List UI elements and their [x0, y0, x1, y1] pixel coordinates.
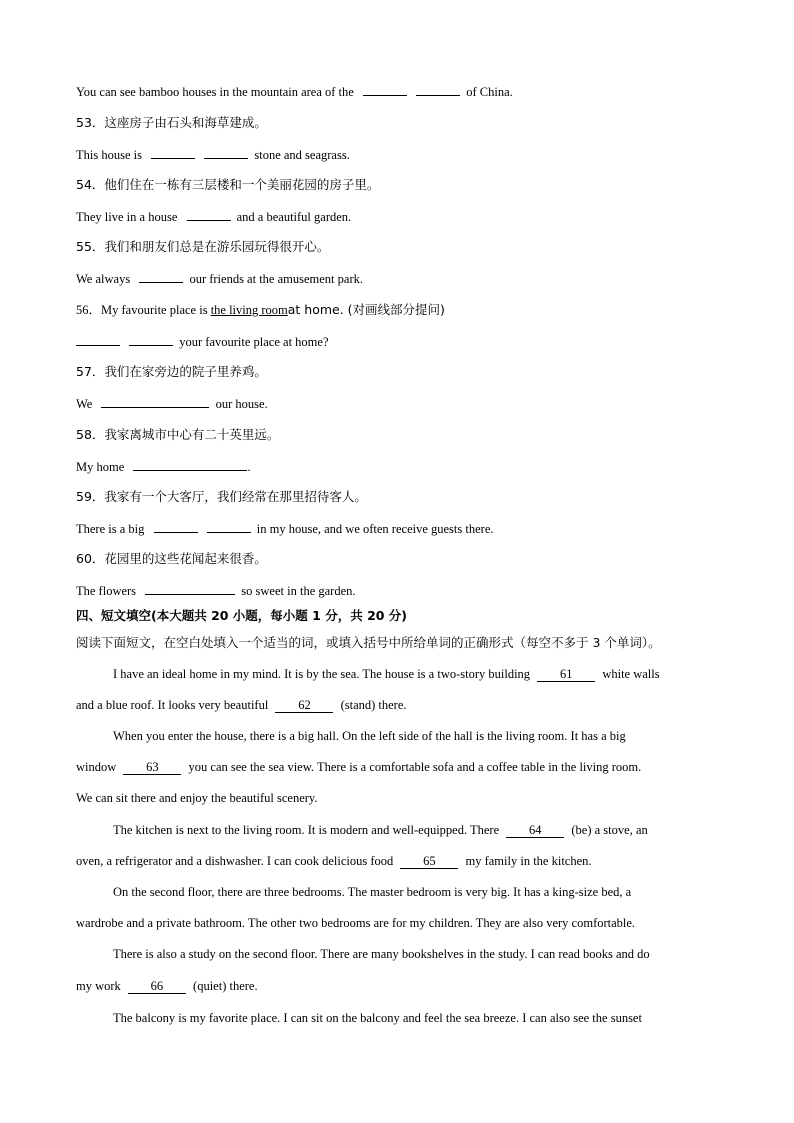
section-4-instruction: 阅读下面短文，在空白处填入一个适当的词，或填入括号中所给单词的正确形式（每空不多于 3 个单词）。 — [76, 635, 661, 650]
passage-line-11 — [76, 978, 258, 994]
q59-text-post: in my house, and we often receive guests there. — [256, 522, 494, 536]
q60-text-pre: The flowers — [76, 584, 137, 598]
passage-text: (quiet) there. — [193, 979, 258, 993]
passage-text: white walls — [602, 667, 660, 681]
q52-text-pre: You can see bamboo houses in the mountain area of the — [76, 85, 354, 99]
q53-prompt: 53．这座房子由石头和海草建成。 — [76, 115, 267, 130]
passage-text: (be) a stove, an — [571, 823, 648, 837]
blank-61[interactable]: 61 — [537, 668, 595, 682]
q53-sentence — [76, 146, 350, 163]
q58-blank[interactable] — [133, 458, 247, 471]
q60-text-post: so sweet in the garden. — [241, 584, 356, 598]
q58-prompt: 58．我家离城市中心有二十英里远。 — [76, 427, 280, 442]
q59-blank-2[interactable] — [207, 520, 251, 533]
q54-blank-1[interactable] — [187, 208, 231, 221]
passage-text: (stand) there. — [340, 698, 407, 712]
passage-text: and a blue roof. It looks very beautiful — [76, 698, 269, 712]
q53-text-post: stone and seagrass. — [254, 148, 350, 162]
passage-line-8: On the second floor, there are three bedrooms. The master bedroom is very big. It has a king-size bed, a — [113, 885, 632, 899]
q59-text-pre: There is a big — [76, 522, 145, 536]
q60-blank[interactable] — [145, 582, 235, 595]
passage-line-5: We can sit there and enjoy the beautiful scenery. — [76, 791, 318, 805]
passage-text: you can see the sea view. There is a comfortable sofa and a coffee table in the living room. — [188, 760, 642, 774]
q57-text-pre: We — [76, 397, 93, 411]
passage-line-3: When you enter the house, there is a big hall. On the left side of the hall is the living room. It has a big — [113, 729, 626, 743]
passage-text: The kitchen is next to the living room. It is modern and well-equipped. There — [113, 823, 500, 837]
q60-sentence — [76, 582, 356, 599]
passage-line-1 — [113, 666, 660, 682]
passage-line-4 — [76, 759, 641, 775]
blank-63[interactable]: 63 — [123, 761, 181, 775]
q56-underlined-part: the living room — [210, 303, 288, 317]
passage-line-10: There is also a study on the second floor. There are many bookshelves in the study. I can read books and do — [113, 947, 650, 961]
q56-blank-1[interactable] — [76, 333, 120, 346]
q58-text-post: . — [247, 460, 251, 474]
blank-64[interactable]: 64 — [506, 824, 564, 838]
q55-text-post: our friends at the amusement park. — [189, 272, 363, 286]
passage-text: my work — [76, 979, 121, 993]
q60-prompt: 60．花园里的这些花闻起来很香。 — [76, 551, 267, 566]
q59-sentence — [76, 520, 494, 537]
q54-sentence — [76, 208, 351, 225]
passage-line-9: wardrobe and a private bathroom. The other two bedrooms are for my children. They are also very comfortable. — [76, 916, 636, 930]
q54-text-pre: They live in a house — [76, 210, 178, 224]
q55-blank-1[interactable] — [139, 270, 183, 283]
q57-prompt: 57．我们在家旁边的院子里养鸡。 — [76, 364, 267, 379]
q56-sentence — [76, 333, 329, 350]
q54-text-post: and a beautiful garden. — [236, 210, 352, 224]
q56-prompt-pre: 56．My favourite place is — [76, 303, 208, 317]
q56-blank-2[interactable] — [129, 333, 173, 346]
q55-prompt: 55．我们和朋友们总是在游乐园玩得很开心。 — [76, 239, 330, 254]
q54-prompt: 54．他们住在一栋有三层楼和一个美丽花园的房子里。 — [76, 177, 380, 192]
q52-sentence — [76, 83, 513, 100]
q55-text-pre: We always — [76, 272, 131, 286]
q57-blank[interactable] — [101, 395, 209, 408]
passage-text: I have an ideal home in my mind. It is by the sea. The house is a two-story building — [113, 667, 531, 681]
passage-line-6 — [113, 822, 648, 838]
q53-blank-1[interactable] — [151, 146, 195, 159]
passage-text: my family in the kitchen. — [465, 854, 592, 868]
q59-prompt: 59．我家有一个大客厅，我们经常在那里招待客人。 — [76, 489, 367, 504]
q52-text-post: of China. — [466, 85, 513, 99]
blank-62[interactable]: 62 — [275, 699, 333, 713]
section-4-heading: 四、短文填空(本大题共 20 小题，每小题 1 分，共 20 分) — [76, 608, 408, 623]
passage-text: window — [76, 760, 117, 774]
q52-blank-1[interactable] — [363, 83, 407, 96]
q59-blank-1[interactable] — [154, 520, 198, 533]
blank-65[interactable]: 65 — [400, 855, 458, 869]
passage-line-12: The balcony is my favorite place. I can sit on the balcony and feel the sea breeze. I can also see the sunset — [113, 1011, 642, 1025]
q52-blank-2[interactable] — [416, 83, 460, 96]
q57-sentence — [76, 395, 268, 412]
q58-text-pre: My home — [76, 460, 125, 474]
q56-prompt — [76, 302, 445, 318]
q56-text-post: your favourite place at home? — [179, 335, 329, 349]
q55-sentence — [76, 270, 363, 287]
q57-text-post: our house. — [215, 397, 268, 411]
q56-prompt-post: at home. (对画线部分提问) — [287, 302, 445, 317]
q53-blank-2[interactable] — [204, 146, 248, 159]
passage-line-7 — [76, 853, 592, 869]
q53-text-pre: This house is — [76, 148, 142, 162]
q58-sentence — [76, 458, 251, 475]
passage-line-2 — [76, 697, 407, 713]
blank-66[interactable]: 66 — [128, 980, 186, 994]
passage-text: oven, a refrigerator and a dishwasher. I can cook delicious food — [76, 854, 394, 868]
